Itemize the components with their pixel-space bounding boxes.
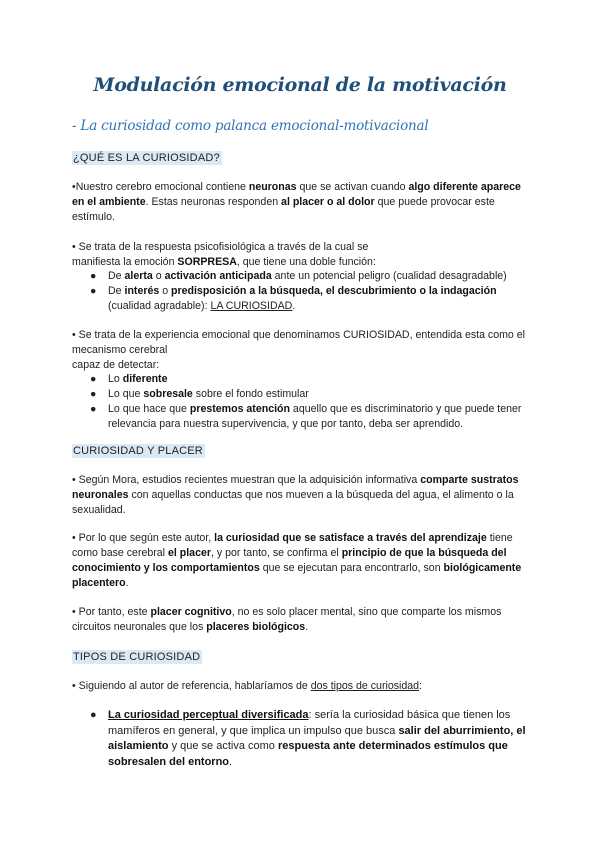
page-subtitle: - La curiosidad como palanca emocional-motivacional — [72, 118, 429, 134]
paragraph-mora: • Según Mora, estudios recientes muestran que la adquisición informativa comparte sustratos neuronales con aquellas conductas que nos mueven a la búsqueda del agua, el alimento o la sexualidad. — [72, 474, 519, 516]
paragraph-aprendizaje: • Por lo que según este autor, la curiosidad que se satisface a través del aprendizaje tiene como base cerebral el placer, y por tanto, se confirma el principio de que la búsqueda del conocimiento y los comportamientos que se ejecutan para encontrarlo, son biológicamente placentero. — [72, 532, 522, 589]
section-heading-placer: CURIOSIDAD Y PLACER — [73, 445, 203, 457]
section-heading-tipos: TIPOS DE CURIOSIDAD — [73, 651, 201, 663]
paragraph-dos-tipos: • Siguiendo al autor de referencia, hablaríamos de dos tipos de curiosidad: — [72, 680, 422, 692]
list-item: ● De alerta o activación anticipada ante un potencial peligro (cualidad desagradable) — [90, 270, 507, 282]
page-title: Modulación emocional de la motivación — [93, 74, 507, 96]
list-item: ● De interés o predisposición a la búsqueda, el descubrimiento o la indagación (cualidad agradable): LA CURIOSIDAD. — [90, 285, 497, 312]
list-tipos-curiosidad — [72, 708, 532, 770]
list-item: ● La curiosidad perceptual diversificada: sería la curiosidad básica que tienen los mamíferos en general, y que implica un impulso que busca salir del aburrimiento, el aislamiento y que se activa como respuesta ante determinados estímulos que sobresalen del entorno. — [90, 709, 526, 768]
paragraph-placer-cognitivo: • Por tanto, este placer cognitivo, no es solo placer mental, sino que comparte los mismos circuitos neuronales que los placeres biológicos. — [72, 606, 502, 633]
paragraph-sorpresa: • Se trata de la respuesta psicofisiológica a través de la cual se manifiesta la emoción SORPRESA, que tiene una doble función: — [72, 241, 376, 268]
list-detectar — [72, 372, 532, 432]
list-item: ● Lo que hace que prestemos atención aquello que es discriminatorio y que puede tener relevancia para nuestra supervivencia, y que por tanto, deba ser aprendido. — [90, 403, 522, 430]
list-item: ● Lo diferente — [90, 373, 168, 385]
section-heading-que-es: ¿QUÉ ES LA CURIOSIDAD? — [73, 152, 220, 164]
paragraph-neuronas: •Nuestro cerebro emocional contiene neuronas que se activan cuando algo diferente aparece en el ambiente. Estas neuronas responden al placer o al dolor que puede provocar este estímulo. — [72, 181, 521, 223]
list-doble-funcion — [72, 269, 532, 314]
paragraph-experiencia: • Se trata de la experiencia emocional que denominamos CURIOSIDAD, entendida esta como el mecanismo cerebral capaz de detectar: — [72, 329, 526, 371]
list-item: ● Lo que sobresale sobre el fondo estimular — [90, 388, 309, 400]
